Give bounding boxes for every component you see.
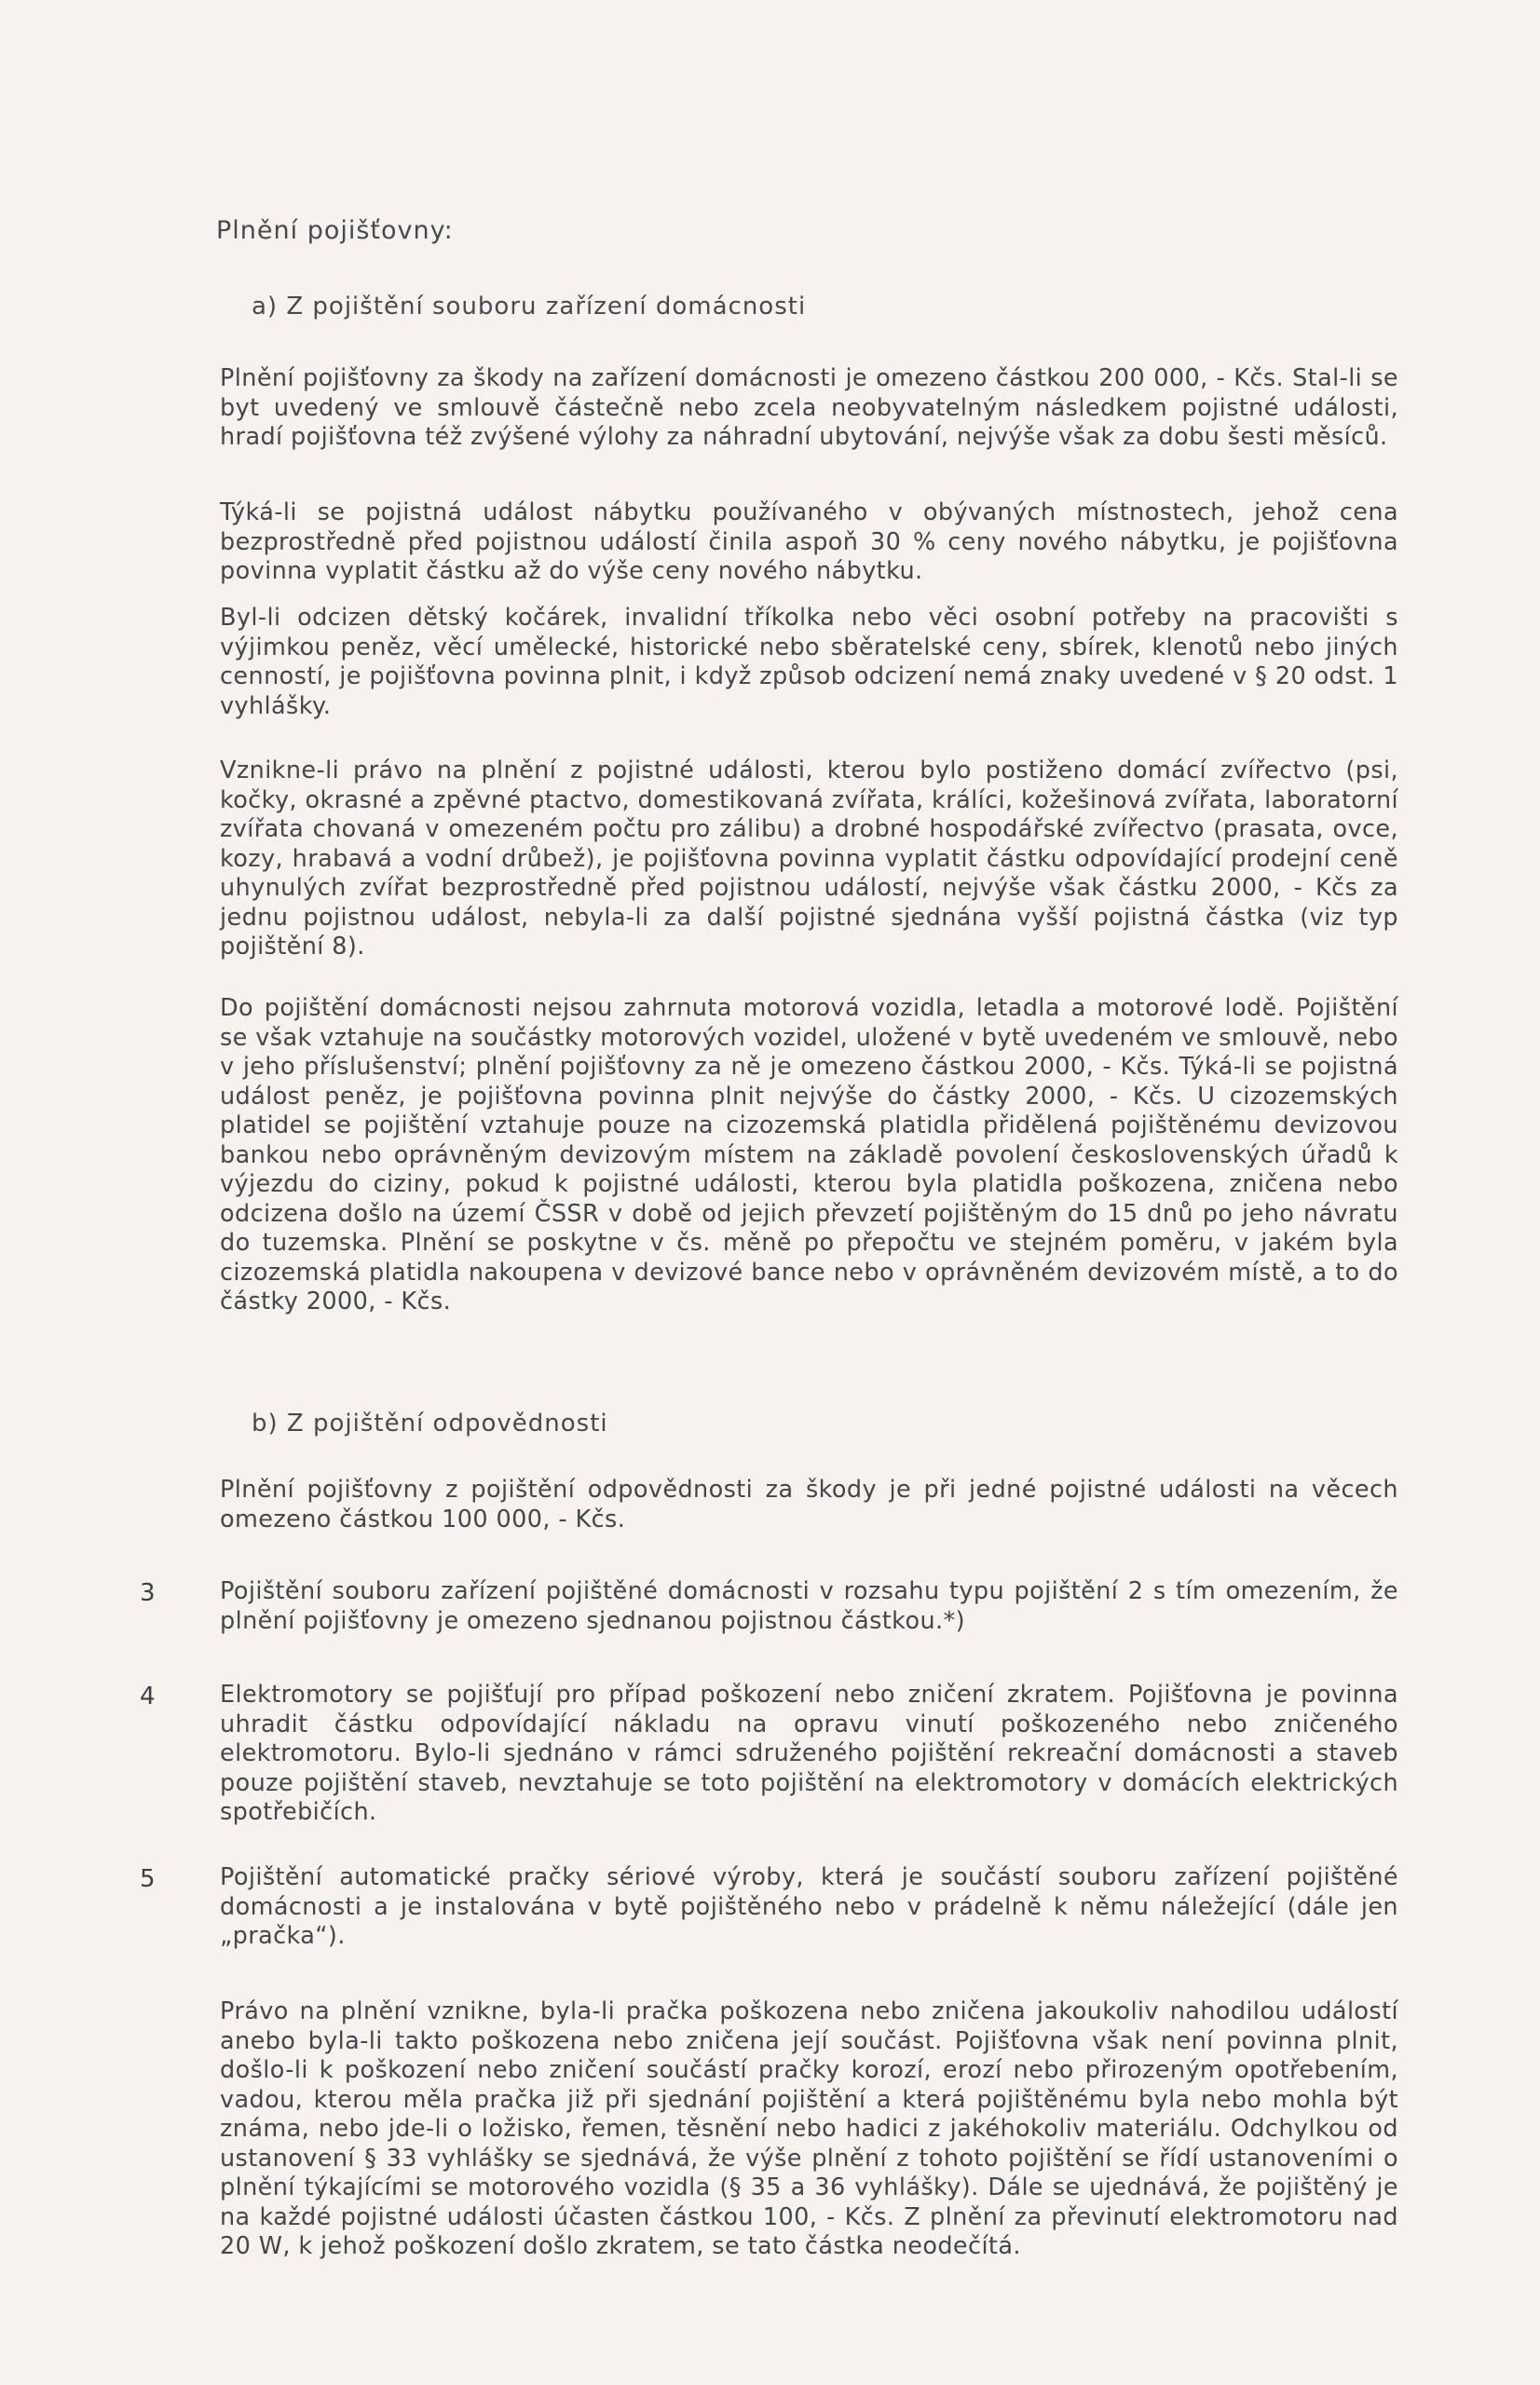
item-number: 4 <box>140 1683 156 1710</box>
section-a-label: a) Z pojištění souboru zařízení domácnosti <box>252 293 807 320</box>
item-3-paragraph-1: Pojištění souboru zařízení pojištěné domácnosti v rozsahu typu pojištění 2 s tím omezením, že plnění pojišťovny je omezeno sjednanou pojistnou částkou.*) <box>220 1577 1398 1635</box>
item-number: 5 <box>140 1865 156 1893</box>
section-a-paragraph-1: Plnění pojišťovny za škody na zařízení domácnosti je omezeno částkou 200 000, - Kčs. Stal-li se byt uvedený ve smlouvě částečně nebo zcela neobyvatelným následkem pojistné události, hradí pojišťovna též zvýšené výlohy za náhradní ubytování, nejvýše však za dobu šesti měsíců. <box>220 364 1398 451</box>
item-5-paragraph-2: Právo na plnění vznikne, byla-li pračka poškozena nebo zničena jakoukoliv nahodilou událostí anebo byla-li takto poškozena nebo zničena její součást. Pojišťovna však není povinna plnit, došlo-li k poškození nebo zničení součástí pračky korozí, erozí nebo přirozeným opotřebením, vadou, kterou měla pračka již při sjednání pojištění a která pojištěnému byla nebo mohla být známa, nebo jde-li o ložisko, řemen, těsnění nebo hadici z jakéhokoliv materiálu. Odchylkou od ustanovení § 33 vyhlášky se sjednává, že výše plnění z tohoto pojištění se řídí ustanoveními o plnění týkajícími se motorového vozidla (§ 35 a 36 vyhlášky). Dále se ujednává, že pojištěný je na každé pojistné události účasten částkou 100, - Kčs. Z plnění za převinutí elektromotoru nad 20 W, k jehož poškození došlo zkratem, se tato částka neodečítá. <box>220 1997 1398 2260</box>
page-heading: Plnění pojišťovny: <box>216 216 454 245</box>
section-a-paragraph-3: Byl-li odcizen dětský kočárek, invalidní tříkolka nebo věci osobní potřeby na pracovišti s výjimkou peněz, věcí umělecké, historické nebo sběratelské ceny, sbírek, klenotů nebo jiných cenností, je pojišťovna povinna plnit, i když způsob odcizení nemá znaky uvedené v § 20 odst. 1 vyhlášky. <box>220 604 1398 720</box>
item-number: 3 <box>140 1579 156 1607</box>
section-a-paragraph-4: Vznikne-li právo na plnění z pojistné události, kterou bylo postiženo domácí zvířectvo (psi, kočky, okrasné a zpěvné ptactvo, domestikovaná zvířata, králíci, kožešinová zvířata, laboratorní zvířata chovaná v omezeném počtu pro zálibu) a drobné hospodářské zvířectvo (prasata, ovce, kozy, hrabavá a vodní drůbež), je pojišťovna povinna vyplatit částku odpovídající prodejní ceně uhynulých zvířat bezprostředně před pojistnou událostí, nejvýše však částku 2000, - Kčs za jednu pojistnou událost, nebyla-li za další pojistné sjednána vyšší pojistná částka (viz typ pojištění 8). <box>220 756 1398 961</box>
section-b-label: b) Z pojištění odpovědnosti <box>252 1410 608 1438</box>
item-4-paragraph-1: Elektromotory se pojišťují pro případ poškození nebo zničení zkratem. Pojišťovna je povinna uhradit částku odpovídající nákladu na opravu vinutí poškozeného nebo zničeného elektromotoru. Bylo-li sjednáno v rámci sdruženého pojištění rekreační domácnosti a staveb pouze pojištění staveb, nevztahuje se toto pojištění na elektromotory v domácích elektrických spotřebičích. <box>220 1681 1398 1826</box>
section-b-paragraph-1: Plnění pojišťovny z pojištění odpovědnosti za škody je při jedné pojistné události na věcech omezeno částkou 100 000, - Kčs. <box>220 1476 1398 1533</box>
item-5-paragraph-1: Pojištění automatické pračky sériové výroby, která je součástí souboru zařízení pojištěné domácnosti a je instalována v bytě pojištěného nebo v prádelně k němu náležející (dále jen „pračka“). <box>220 1863 1398 1950</box>
section-a-paragraph-5: Do pojištění domácnosti nejsou zahrnuta motorová vozidla, letadla a motorové lodě. Pojištění se však vztahuje na součástky motorových vozidel, uložené v bytě uvedeném ve smlouvě, nebo v jeho příslušenství; plnění pojišťovny za ně je omezeno částkou 2000, - Kčs. Týká-li se pojistná událost peněz, je pojišťovna povinna plnit nejvýše do částky 2000, - Kčs. U cizozemských platidel se pojištění vztahuje pouze na cizozemská platidla přidělená pojištěnému devizovou bankou nebo oprávněným devizovým místem na základě povolení československých úřadů k výjezdu do ciziny, pokud k pojistné události, kterou byla platidla poškozena, zničena nebo odcizena došlo na území ČSSR v době od jejich převzetí pojištěným do 15 dnů po jeho návratu do tuzemska. Plnění se poskytne v čs. měně po přepočtu ve stejném poměru, v jakém byla cizozemská platidla nakoupena v devizové bance nebo v oprávněném devizovém místě, a to do částky 2000, - Kčs. <box>220 994 1398 1315</box>
section-a-paragraph-2: Týká-li se pojistná událost nábytku používaného v obývaných místnostech, jehož cena bezprostředně před pojistnou událostí činila aspoň 30 % ceny nového nábytku, je pojišťovna povinna vyplatit částku až do výše ceny nového nábytku. <box>220 498 1398 585</box>
